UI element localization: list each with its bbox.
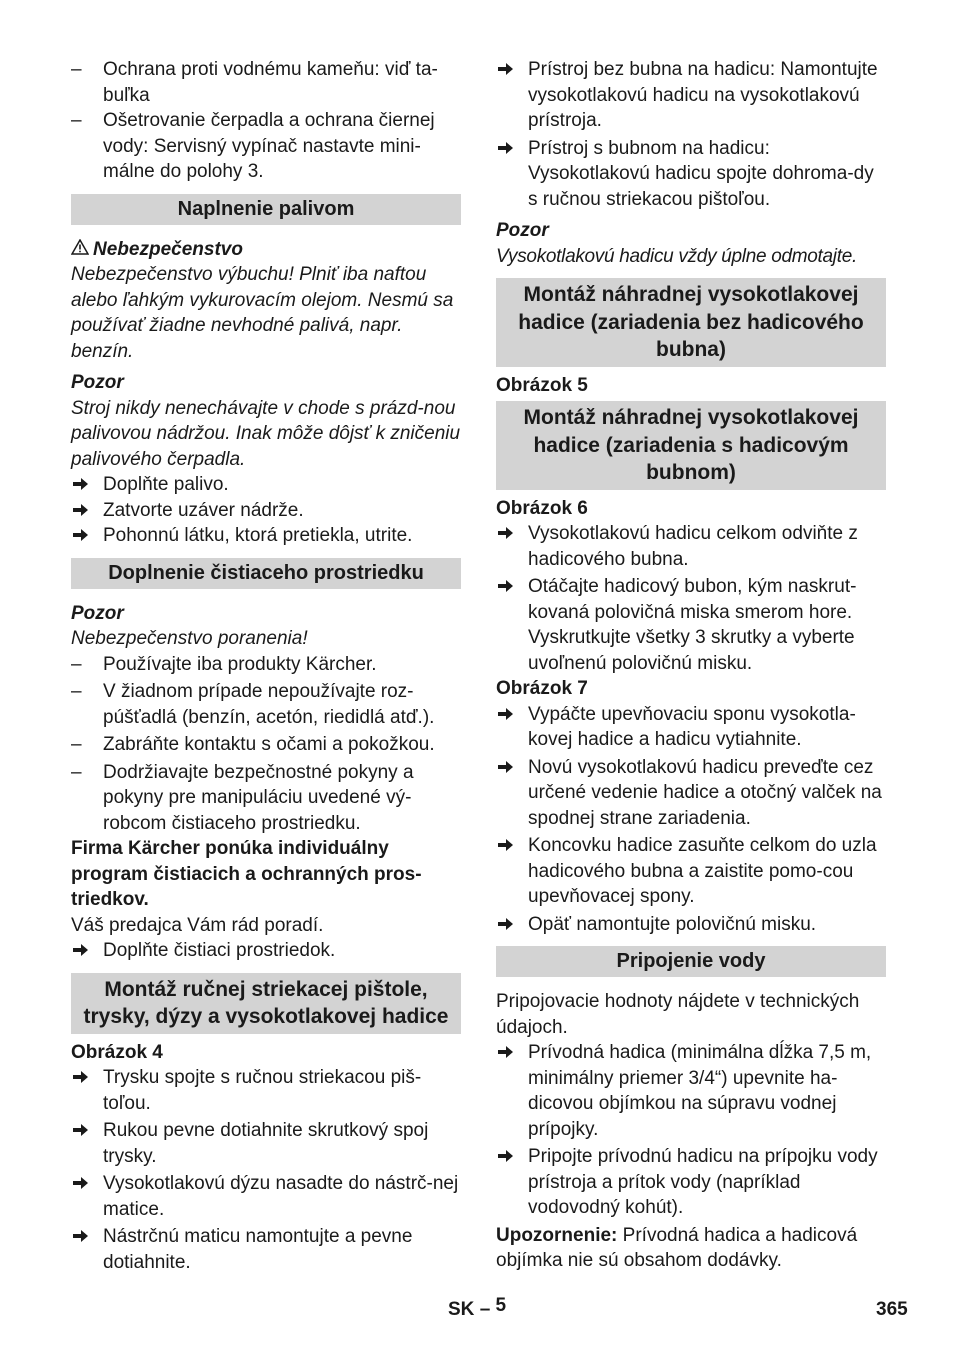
section-heading-spare-hose-drum: Montáž náhradnej vysokotlakovej hadice (zariadenia s hadicovým bubnom): [496, 401, 886, 490]
arrow-right-icon: [496, 1040, 524, 1066]
footer-dash: –: [479, 1299, 491, 1320]
list-item-text: Prívodná hadica (minimálna dĺžka 7,5 m, minimálny priemer 3/4“) upevnite ha-dicovou objímkou na súpravu vodnej prípojky.: [528, 1042, 872, 1140]
dash-marker: –: [71, 761, 82, 783]
arrow-right-icon: [71, 498, 99, 524]
list-item: [496, 702, 886, 753]
arrow-right-icon: [496, 57, 524, 83]
footer-lang: SK: [448, 1299, 475, 1320]
list-item: [496, 574, 886, 676]
caution-label: Pozor: [71, 602, 124, 624]
note-text: Prívodná hadica a hadicová objímka nie sú obsahom dodávky.: [496, 1224, 858, 1271]
list-item: [71, 732, 461, 758]
danger-heading: [71, 237, 461, 263]
list-item: [71, 938, 461, 964]
list-item: [71, 498, 461, 524]
danger-text: Nebezpečenstvo výbuchu! Plniť iba naftou alebo ľahkým vykurovacím olejom. Nesmú sa používať žiadne nevhodné palivá, napr. benzín.: [71, 264, 454, 362]
figure-label: Obrázok 5: [496, 374, 588, 396]
arrow-right-icon: [71, 1118, 99, 1144]
list-item: [71, 1224, 461, 1275]
figure-label: Obrázok 4: [71, 1041, 163, 1063]
list-item-text: Ošetrovanie čerpadla a ochrana čiernej vody: Servisný vypínač nastavte mini- málne do polohy 3.: [103, 110, 435, 182]
warning-triangle-icon: [71, 237, 93, 263]
list-item-text: Doplňte palivo.: [103, 474, 229, 495]
list-item-text: V žiadnom prípade nepoužívajte roz-púšťadlá (benzín, acetón, riedidlá atď.).: [103, 681, 435, 728]
arrow-right-icon: [71, 472, 99, 498]
figure-label: Obrázok 6: [496, 497, 588, 519]
dealer-text: Váš predajca Vám rád poradí.: [71, 914, 324, 936]
list-item: [71, 108, 461, 185]
list-item-text: Koncovku hadice zasuňte celkom do uzla hadicového bubna a zaistite pomo-cou upevňovacej spony.: [528, 835, 877, 907]
arrow-right-icon: [496, 574, 524, 600]
page-number: 365: [876, 1299, 908, 1320]
list-item: [71, 652, 461, 678]
dash-marker: –: [71, 653, 82, 675]
caution-text: Nebezpečenstvo poranenia!: [71, 628, 308, 649]
list-item-text: Zabráňte kontaktu s očami a pokožkou.: [103, 734, 435, 755]
list-item-text: Dodržiavajte bezpečnostné pokyny a pokyny pre manipuláciu uvedené vý-robcom čistiaceho prostriedku.: [103, 761, 414, 834]
list-item: [71, 760, 461, 837]
section-heading-fuel: Naplnenie palivom: [71, 194, 461, 225]
list-item: [71, 1171, 461, 1222]
list-item: [496, 521, 886, 572]
dash-marker: –: [71, 59, 82, 80]
list-item: [71, 679, 461, 730]
section-heading-spare-hose-no-drum: Montáž náhradnej vysokotlakovej hadice (zariadenia bez hadicového bubna): [496, 278, 886, 367]
note: [496, 1223, 886, 1274]
arrow-right-icon: [71, 1224, 99, 1250]
arrow-right-icon: [71, 1065, 99, 1091]
danger-label: Nebezpečenstvo: [93, 238, 243, 260]
arrow-right-icon: [496, 755, 524, 781]
list-item: [71, 57, 461, 108]
list-item-text: Vysokotlakovú dýzu nasadte do nástrč-nej matice.: [103, 1173, 459, 1220]
list-item-text: Pripojte prívodnú hadicu na prípojku vody prístroja a prítok vody (napríklad vodovodný kohút).: [528, 1146, 878, 1218]
list-item-text: Rukou pevne dotiahnite skrutkový spoj trysky.: [103, 1120, 429, 1167]
list-item: [71, 472, 461, 498]
list-item-text: Nástrčnú maticu namontujte a pevne dotiahnite.: [103, 1226, 413, 1273]
footer-section-page: [448, 1297, 506, 1323]
list-item-text: Používajte iba produkty Kärcher.: [103, 653, 377, 675]
firm-notice: Firma Kärcher ponúka individuálny program čistiacich a ochranných pros-triedkov.: [71, 838, 422, 910]
footer-section-number: 5: [495, 1295, 507, 1316]
arrow-right-icon: [496, 833, 524, 859]
dash-marker: –: [71, 734, 82, 755]
caution-text: Vysokotlakovú hadicu vždy úplne odmotajte.: [496, 245, 857, 267]
list-item-text: Opäť namontujte polovičnú misku.: [528, 913, 817, 935]
list-item: [496, 1144, 886, 1221]
section-heading-water: Pripojenie vody: [496, 946, 886, 977]
list-item-text: Trysku spojte s ručnou striekacou piš-toľou.: [103, 1067, 422, 1114]
list-item-text: Novú vysokotlakovú hadicu preveďte cez určené vedenie hadice a otočný valček na spodnej strane zariadenia.: [528, 756, 882, 829]
caution-label: Pozor: [496, 220, 549, 241]
arrow-right-icon: [496, 1144, 524, 1170]
right-column: [496, 57, 886, 1274]
water-intro: Pripojovacie hodnoty nájdete v technických údajoch.: [496, 991, 860, 1038]
arrow-right-icon: [496, 136, 524, 162]
arrow-right-icon: [496, 702, 524, 728]
caution-text: Stroj nikdy nenechávajte v chode s prázd-nou palivovou nádržou. Inak môže dôjsť k zničeniu palivového čerpadla.: [71, 397, 461, 470]
caution-label: Pozor: [71, 372, 124, 393]
list-item-text: Prístroj bez bubna na hadicu: Namontujte vysokotlakovú hadicu na vysokotlakovú prístroja.: [528, 59, 878, 131]
arrow-right-icon: [71, 938, 99, 964]
section-heading-detergent: Doplnenie čistiaceho prostriedku: [71, 558, 461, 589]
list-item-text: Ochrana proti vodnému kameňu: viď ta- buľka: [103, 59, 438, 106]
list-item-text: Vypáčte upevňovaciu sponu vysokotla-kovej hadice a hadicu vytiahnite.: [528, 703, 856, 750]
list-item-text: Doplňte čistiaci prostriedok.: [103, 940, 336, 961]
arrow-right-icon: [71, 523, 99, 549]
list-item: [496, 136, 886, 213]
list-item: [496, 912, 886, 938]
list-item: [71, 523, 461, 549]
arrow-right-icon: [71, 1171, 99, 1197]
list-item-text: Otáčajte hadicový bubon, kým naskrut-kovaná polovičná miska smerom hore. Vyskrutkujte všetky 3 skrutky a vyberte uvoľnenú polovičnú misku.: [528, 576, 857, 674]
list-item-text: Pohonnú látku, ktorá pretiekla, utrite.: [103, 525, 413, 546]
list-item: [496, 1040, 886, 1142]
list-item: [496, 833, 886, 910]
left-column: [71, 57, 461, 1275]
arrow-right-icon: [496, 912, 524, 938]
arrow-right-icon: [496, 521, 524, 547]
list-item: [496, 57, 886, 134]
list-item-text: Zatvorte uzáver nádrže.: [103, 499, 304, 521]
dash-marker: –: [71, 110, 82, 131]
list-item: [71, 1065, 461, 1116]
list-item-text: Prístroj s bubnom na hadicu: Vysokotlakovú hadicu spojte dohroma-dy s ručnou striekacou pištoľou.: [528, 137, 874, 210]
section-heading-mount: Montáž ručnej striekacej pištole, trysky, dýzy a vysokotlakovej hadice: [71, 973, 461, 1034]
figure-label: Obrázok 7: [496, 678, 588, 699]
dash-marker: –: [71, 681, 82, 702]
list-item: [496, 755, 886, 832]
list-item-text: Vysokotlakovú hadicu celkom odviňte z hadicového bubna.: [528, 523, 858, 570]
note-label: Upozornenie:: [496, 1224, 618, 1246]
list-item: [71, 1118, 461, 1169]
